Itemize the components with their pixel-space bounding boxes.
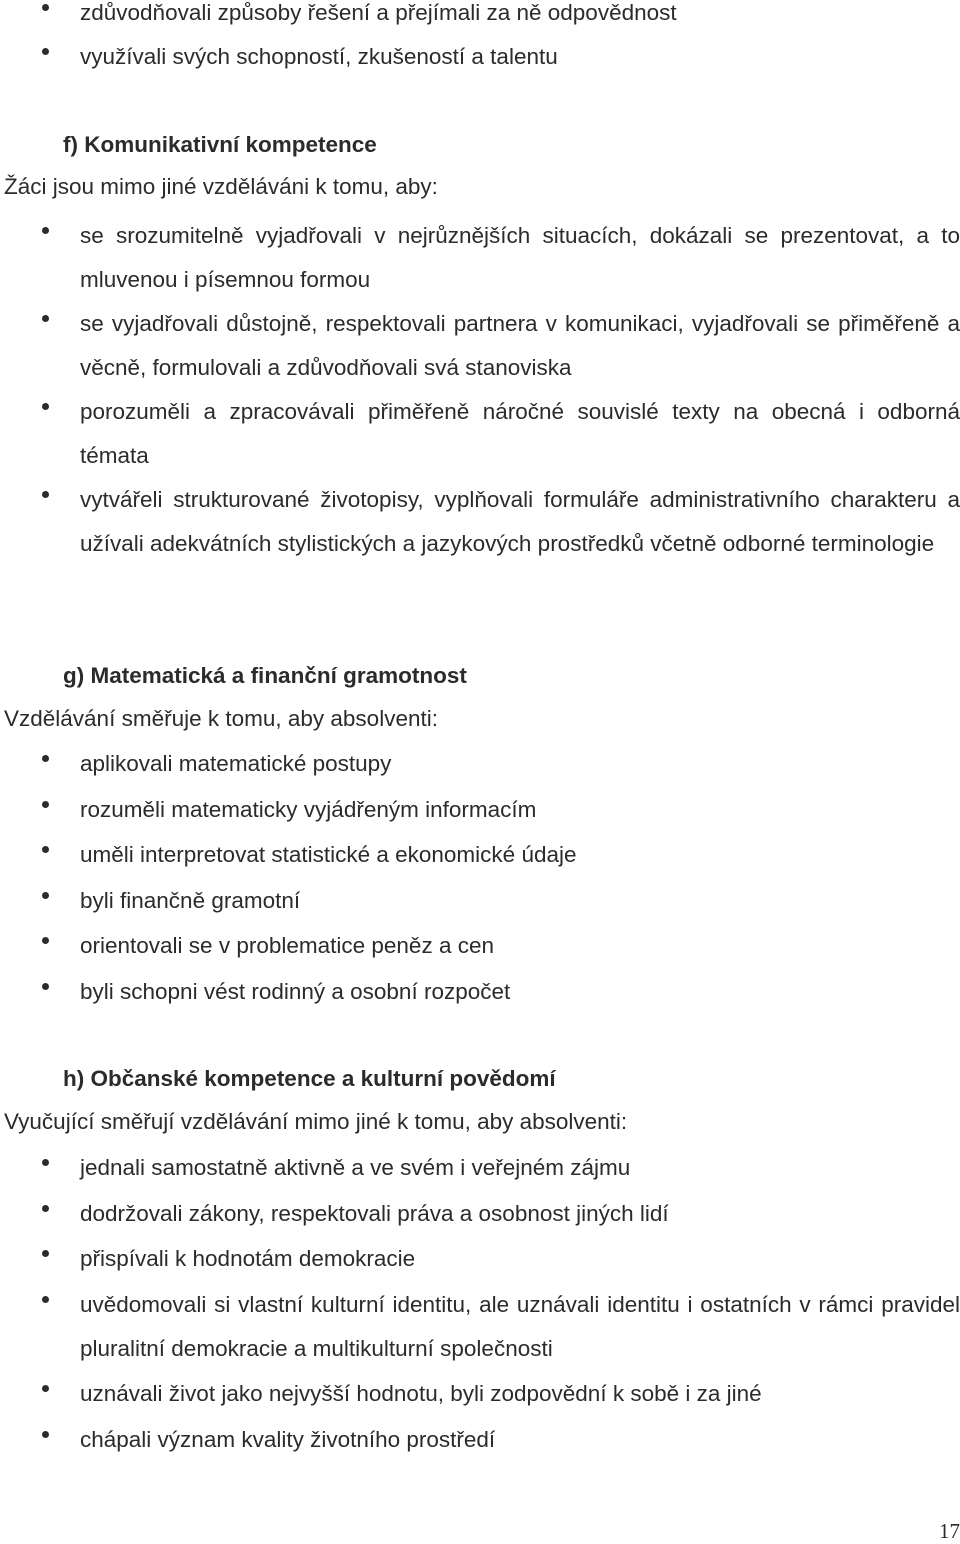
list-item-text: zdůvodňovali způsoby řešení a přejímali za ně odpovědnost xyxy=(80,0,677,25)
list-item xyxy=(0,1283,960,1371)
bullet-icon xyxy=(42,937,49,944)
list-item xyxy=(0,478,960,566)
bullet-icon xyxy=(42,892,49,899)
list-item xyxy=(0,1418,960,1462)
list-item xyxy=(0,1192,960,1236)
list-item xyxy=(0,1237,960,1281)
section-h-heading: h) Občanské kompetence a kulturní povědomí xyxy=(63,1066,556,1091)
section-g-heading: g) Matematická a finanční gramotnost xyxy=(63,663,467,688)
list-item xyxy=(0,742,960,786)
page-number: 17 xyxy=(939,1519,960,1543)
list-item xyxy=(0,1146,960,1190)
list-item xyxy=(0,214,960,302)
list-item-text: se vyjadřovali důstojně, respektovali partnera v komunikaci, vyjadřovali se přiměřeně a věcně, formulovali a zdůvodňovali svá stanoviska xyxy=(80,311,960,380)
list-item xyxy=(0,970,960,1014)
list-item-text: jednali samostatně aktivně a ve svém i veřejném zájmu xyxy=(80,1155,631,1180)
list-item xyxy=(0,1372,960,1416)
bullet-icon xyxy=(42,4,49,11)
bullet-icon xyxy=(42,755,49,762)
list-item xyxy=(0,879,960,923)
bullet-icon xyxy=(42,801,49,808)
list-item xyxy=(0,833,960,877)
bullet-icon xyxy=(42,1385,49,1392)
section-f-list xyxy=(0,214,960,566)
bullet-icon xyxy=(42,227,49,234)
list-item-text: aplikovali matematické postupy xyxy=(80,751,392,776)
list-item-text: dodržovali zákony, respektovali práva a osobnost jiných lidí xyxy=(80,1200,669,1226)
list-item-text: využívali svých schopností, zkušeností a talentu xyxy=(80,44,558,69)
bullet-icon xyxy=(42,846,49,853)
list-item xyxy=(0,390,960,478)
bullet-icon xyxy=(42,403,49,410)
list-item xyxy=(0,788,960,832)
bullet-icon xyxy=(42,1431,49,1438)
section-f-heading: f) Komunikativní kompetence xyxy=(63,132,377,157)
bullet-icon xyxy=(42,1250,49,1257)
list-item-text: byli finančně gramotní xyxy=(80,887,301,913)
bullet-icon xyxy=(42,315,49,322)
bullet-icon xyxy=(42,1205,49,1212)
list-item-text: se srozumitelně vyjadřovali v nejrůznějších situacích, dokázali se prezentovat, a to mluvenou i písemnou formou xyxy=(80,223,960,292)
list-item-text: porozuměli a zpracovávali přiměřeně náročné souvislé texty na obecná i odborná témata xyxy=(80,399,960,468)
bullet-icon xyxy=(42,1296,49,1303)
section-f-intro: Žáci jsou mimo jiné vzděláváni k tomu, aby: xyxy=(4,174,438,199)
list-item-text: uvědomovali si vlastní kulturní identitu, ale uznávali identitu i ostatních v rámci pravidel pluralitní demokracie a multikulturní společnosti xyxy=(80,1291,960,1361)
top-list xyxy=(0,0,960,79)
section-g-intro: Vzdělávání směřuje k tomu, aby absolventi: xyxy=(4,706,438,731)
list-item-text: orientovali se v problematice peněz a cen xyxy=(80,933,494,958)
list-item-text: chápali význam kvality životního prostředí xyxy=(80,1426,496,1452)
list-item-text: přispívali k hodnotám demokracie xyxy=(80,1246,416,1271)
list-item xyxy=(0,35,960,79)
list-item xyxy=(0,302,960,390)
list-item-text: byli schopni vést rodinný a osobní rozpočet xyxy=(80,978,511,1004)
bullet-icon xyxy=(42,48,49,55)
list-item-text: vytvářeli strukturované životopisy, vyplňovali formuláře administrativního charakteru a užívali adekvátních stylistických a jazykových prostředků včetně odborné terminologie xyxy=(80,487,960,556)
list-item-text: rozuměli matematicky vyjádřeným informacím xyxy=(80,796,537,822)
section-g-list xyxy=(0,742,960,1014)
list-item xyxy=(0,0,960,35)
list-item-text: uměli interpretovat statistické a ekonomické údaje xyxy=(80,842,577,867)
section-h-intro: Vyučující směřují vzdělávání mimo jiné k tomu, aby absolventi: xyxy=(4,1109,628,1134)
bullet-icon xyxy=(42,491,49,498)
list-item xyxy=(0,924,960,968)
bullet-icon xyxy=(42,1159,49,1166)
section-h-list xyxy=(0,1146,960,1462)
bullet-icon xyxy=(42,983,49,990)
list-item-text: uznávali život jako nejvyšší hodnotu, byli zodpovědní k sobě i za jiné xyxy=(80,1381,762,1406)
